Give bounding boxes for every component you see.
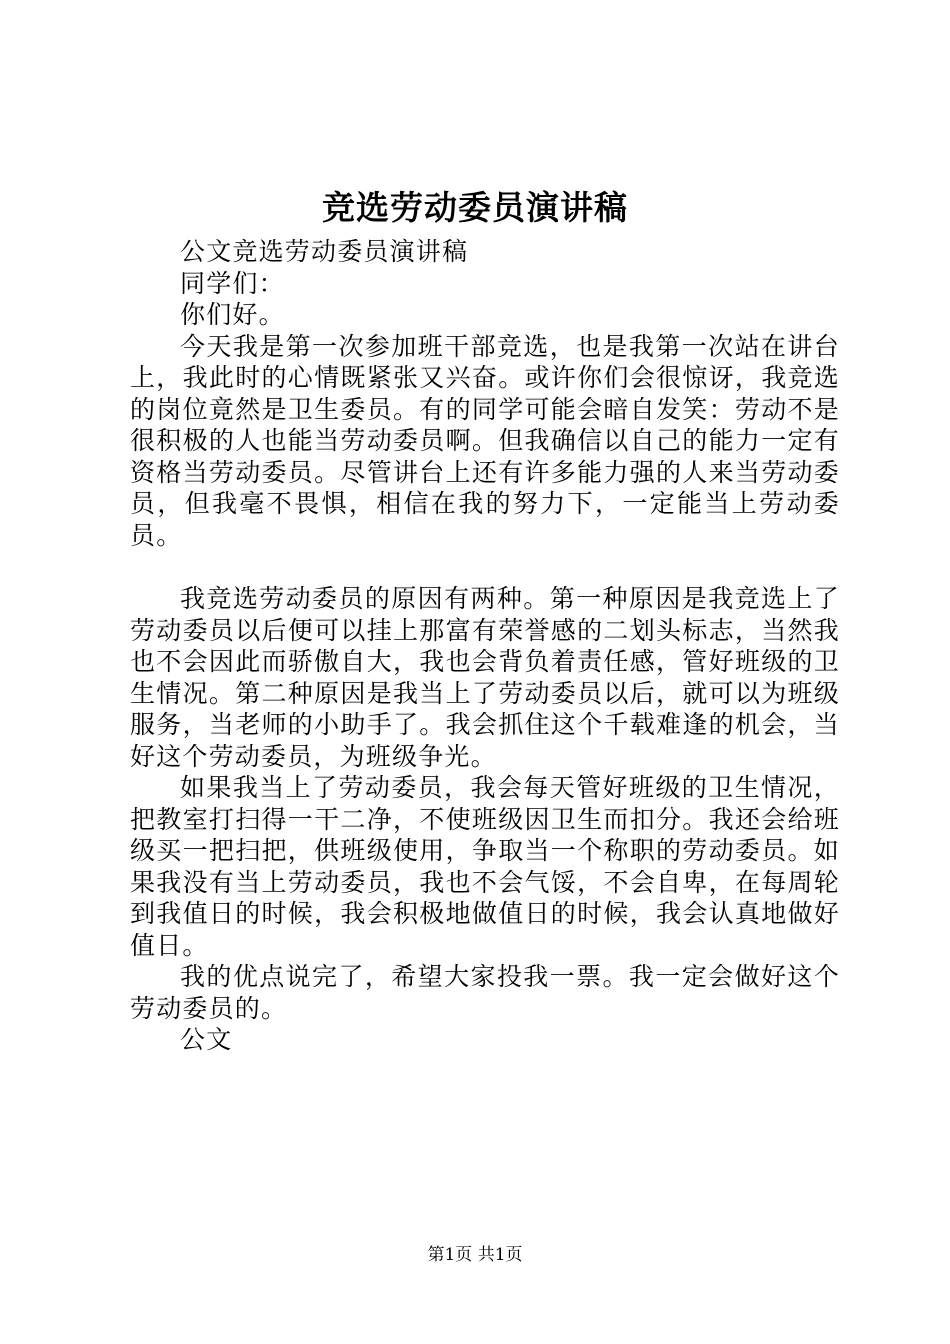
document-body bbox=[130, 236, 840, 1056]
paragraph-subtitle: 公文竞选劳动委员演讲稿 bbox=[180, 237, 469, 266]
paragraph-introduction: 今天我是第一次参加班干部竞选，也是我第一次站在讲台上，我此时的心情既紧张又兴奋。或许你们会很惊讶，我竞选的岗位竟然是卫生委员。有的同学可能会暗自发笑：劳动不是很积极的人也能当劳动委员啊。但我确信以自己的能力一定有资格当劳动委员。尽管讲台上还有许多能力强的人来当劳动委员，但我毫不畏惧，相信在我的努力下，一定能当上劳动委员。 bbox=[130, 331, 840, 550]
paragraph-reasons: 我竞选劳动委员的原因有两种。第一种原因是我竞选上了劳动委员以后便可以挂上那富有荣誉感的二划头标志，当然我也不会因此而骄傲自大，我也会背负着责任感，管好班级的卫生情况。第二种原因是我当上了劳动委员以后，就可以为班级服务，当老师的小助手了。我会抓住这个千载难逢的机会，当好这个劳动委员，为班级争光。 bbox=[130, 584, 840, 771]
paragraph-plans: 如果我当上了劳动委员，我会每天管好班级的卫生情况，把教室打扫得一干二净，不使班级因卫生而扣分。我还会给班级买一把扫把，供班级使用，争取当一个称职的劳动委员。如果我没有当上劳动委员，我也不会气馁，不会自卑，在每周轮到我值日的时候，我会积极地做值日的时候，我会认真地做好值日。 bbox=[130, 773, 840, 960]
paragraph-greeting: 你们好。 bbox=[180, 300, 285, 329]
paragraph-signature: 公文 bbox=[180, 1025, 233, 1054]
document-title: 竞选劳动委员演讲稿 bbox=[322, 188, 628, 227]
page-footer: 第1页 共1页 bbox=[427, 1245, 523, 1265]
paragraph-salutation: 同学们： bbox=[180, 268, 285, 298]
paragraph-closing: 我的优点说完了，希望大家投我一票。我一定会做好这个劳动委员的。 bbox=[130, 962, 840, 1023]
